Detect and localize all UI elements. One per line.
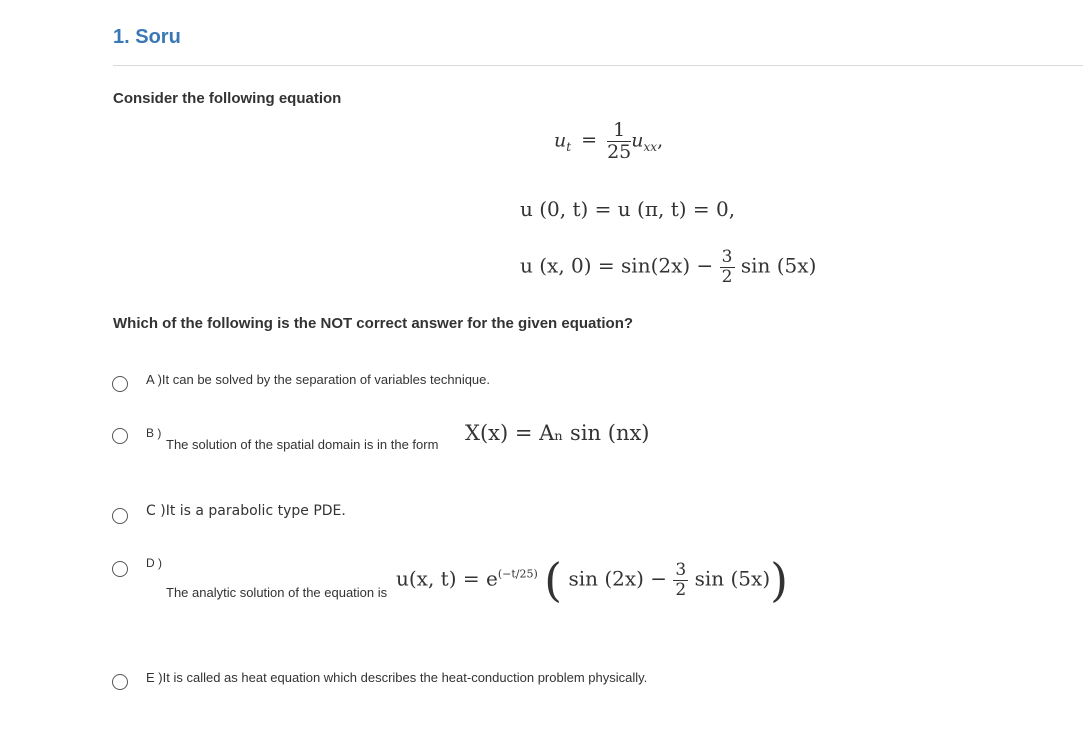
radio-option-d[interactable] [112,561,128,577]
question-intro: Consider the following equation [113,90,342,107]
equation-heat: $u_t$ = $\frac{1}{25}$ $u_{xx}$, [554,119,664,163]
eq1-num: 1 [607,120,631,142]
option-d-open-paren: ( [544,553,563,607]
radio-option-b[interactable] [112,428,128,444]
radio-option-a[interactable] [112,376,128,392]
option-b-text[interactable]: The solution of the spatial domain is in the form [166,437,439,452]
option-d-exponent: (−t/25) [497,567,538,581]
option-d-math [396,553,789,607]
eq1-equals: = [581,129,598,152]
eq1-rhs-sub: xx [643,140,658,155]
option-a-text: It can be solved by the separation of variables technique. [161,372,491,387]
eq1-rhs: u [631,129,644,152]
eq1-lhs: u [554,129,567,152]
option-c-text: It is a parabolic type PDE. [165,503,346,519]
option-d-close-paren: ) [770,553,789,607]
option-c-label[interactable] [146,503,346,519]
option-d-letter: D ) [146,556,162,570]
option-a-label[interactable] [146,372,490,387]
eq3-tail: sin (5x) [740,253,817,278]
option-e-letter: E ) [146,670,163,685]
option-a-letter: A ) [146,372,162,387]
option-d-den: 2 [675,579,687,600]
option-d-fraction [673,561,688,599]
option-d-num: 3 [675,559,687,580]
eq3-num: 3 [721,247,733,267]
eq1-den: 25 [607,140,632,163]
equation-initial [520,248,816,286]
eq1-fraction [607,120,631,163]
radio-option-e[interactable] [112,674,128,690]
title-divider [113,65,1083,66]
option-b-letter: B ) [146,426,162,440]
radio-option-c[interactable] [112,508,128,524]
question-title: 1. Soru [113,26,181,48]
option-d-math-lhs: u(x, t) = e [396,566,498,591]
option-e-text: It is called as heat equation which describes the heat-conduction problem physically. [162,670,648,685]
eq3-den: 2 [721,266,733,287]
eq1-lhs-sub: t [566,140,572,155]
option-d-text[interactable]: The analytic solution of the equation is [166,585,388,600]
option-d-math-inner: sin (2x) − [568,566,668,591]
question-prompt: Which of the following is the NOT correct answer for the given equation? [113,315,634,332]
eq3-lhs: u (x, 0) = sin(2x) − [520,253,714,278]
option-c-letter: C ) [146,503,166,519]
option-d-math-tail: sin (5x) [694,566,771,591]
option-b-math: X(x) = Aₙ sin (nx) [465,421,650,445]
option-e-label[interactable] [146,670,647,685]
equation-boundary: u (0, t) = u (π, t) = 0, [520,197,736,221]
eq3-fraction [720,248,735,286]
